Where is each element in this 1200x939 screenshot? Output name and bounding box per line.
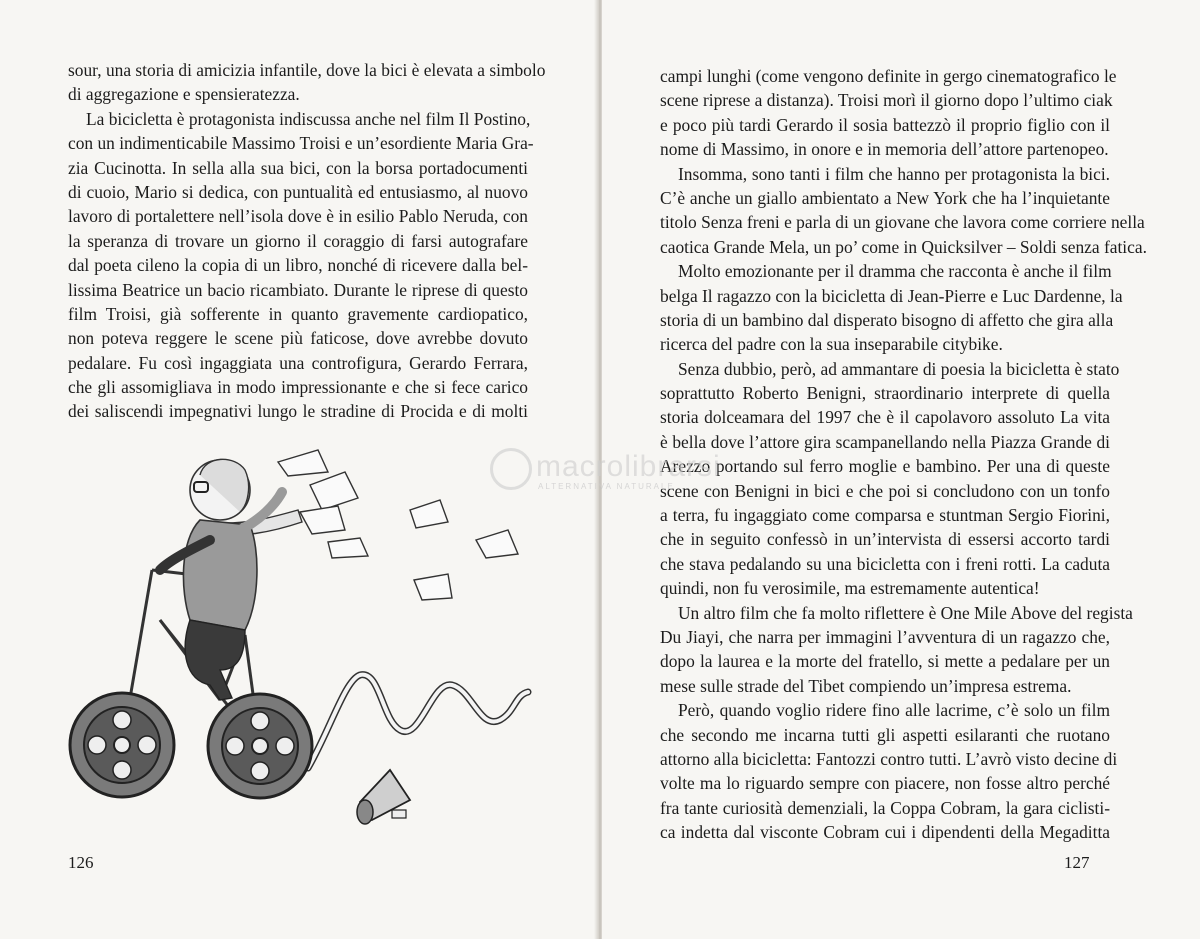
text-line: Insomma, sono tanti i film che hanno per protagonista la bici. bbox=[678, 163, 1110, 184]
text-line: attorno alla bicicletta: Fantozzi contro tutti. L’avrò visto decine di bbox=[660, 748, 1118, 769]
text-line: che stava pedalando su una bicicletta con i freni rotti. La caduta bbox=[660, 553, 1110, 574]
text-line: film Troisi, già sofferente in quanto gravemente cardiopatico, bbox=[68, 303, 528, 324]
text-line: dal poeta cileno la copia di un libro, nonché di ricevere dalla bel- bbox=[68, 255, 528, 276]
cyclist-on-film-reel-bicycle-illustration bbox=[60, 430, 550, 830]
text-line: storia di un bambino dal disperato bisogno di affetto che gira alla bbox=[660, 309, 1114, 330]
text-line: dopo la laurea e la morte del fratello, si mette a pedalare per un bbox=[660, 651, 1110, 672]
text-line: lissima Beatrice un bacio ricambiato. Durante le riprese di questo bbox=[68, 279, 528, 300]
text-line: soprattutto Roberto Benigni, straordinario interprete di quella bbox=[660, 383, 1110, 404]
text-line: a terra, fu ingaggiato come comparsa e stuntman Sergio Fiorini, bbox=[660, 505, 1110, 526]
text-line: di cuoio, Mario si dedica, con puntualità ed entusiasmo, al nuovo bbox=[68, 181, 528, 202]
film-reel-wheel-rear-icon bbox=[208, 694, 312, 798]
text-line: Senza dubbio, però, ad ammantare di poesia la bicicletta è stato bbox=[678, 358, 1120, 379]
text-line: di aggregazione e spensieratezza. bbox=[68, 84, 300, 105]
text-line: scene riprese a distanza). Troisi morì il giorno dopo l’ultimo ciak bbox=[660, 90, 1113, 111]
text-line: belga Il ragazzo con la bicicletta di Jean-Pierre e Luc Dardenne, la bbox=[660, 285, 1123, 306]
text-line: che in seguito confessò in un’intervista di essersi accorto tardi bbox=[660, 529, 1110, 550]
text-line: campi lunghi (come vengono definite in gergo cinematografico le bbox=[660, 66, 1117, 86]
left-page-text bbox=[68, 58, 546, 424]
text-line: quindi, non fu verosimile, ma estremamente autentica! bbox=[660, 578, 1040, 599]
text-line: zia Cucinotta. In sella alla sua bici, con la borsa portadocumenti bbox=[68, 157, 528, 178]
text-line: pedalare. Fu così ingaggiata una controfigura, Gerardo Ferrara, bbox=[68, 352, 528, 373]
text-line: volte ma lo riguardo sempre con piacere, non fosse altro perché bbox=[660, 773, 1110, 794]
film-reel-wheel-front-icon bbox=[70, 693, 174, 797]
text-line: Però, quando voglio ridere fino alle lacrime, c’è solo un film bbox=[678, 700, 1110, 721]
megaphone-icon bbox=[357, 770, 410, 824]
text-line: caotica Grande Mela, un po’ come in Quicksilver – Soldi senza fatica. bbox=[660, 236, 1147, 257]
watermark-logo-icon bbox=[490, 448, 532, 490]
page-number: 126 bbox=[68, 853, 94, 872]
text-line: fra tante curiosità demenziali, la Coppa Cobram, la gara ciclisti- bbox=[660, 797, 1110, 818]
text-line: che secondo me incarna tutti gli aspetti esilaranti che ruotano bbox=[660, 724, 1110, 745]
flying-papers-icon bbox=[278, 450, 518, 600]
text-line: lavoro di portalettere nell’isola dove è in esilio Pablo Neruda, con bbox=[68, 206, 528, 227]
watermark-brand: macrolibrarsi bbox=[536, 450, 721, 483]
page-number: 127 bbox=[1064, 853, 1090, 872]
text-line: ca indetta dal visconte Cobram cui i dipendenti della Megaditta bbox=[660, 822, 1110, 843]
watermark-tagline: ALTERNATIVA NATURALE bbox=[538, 482, 675, 491]
text-line: dei saliscendi impegnativi lungo le stradine di Procida e di molti bbox=[68, 401, 528, 422]
text-line: la speranza di trovare un giorno il coraggio di farsi autografare bbox=[68, 230, 528, 251]
text-line: Arezzo portando sul ferro moglie e bambino. Per una di queste bbox=[660, 456, 1110, 477]
text-line: nome di Massimo, in onore e in memoria dell’attore partenopeo. bbox=[660, 139, 1109, 160]
text-line: sour, una storia di amicizia infantile, dove la bici è elevata a simbolo bbox=[68, 60, 546, 80]
text-line: è bella dove l’attore gira scampanellando nella Piazza Grande di bbox=[660, 431, 1110, 452]
text-line: Un altro film che fa molto riflettere è One Mile Above del regista bbox=[678, 602, 1133, 623]
text-line: che gli assomigliava in modo impressionante e che si fece carico bbox=[68, 377, 528, 398]
text-line: mese sulle strade del Tibet compiendo un’impresa estrema. bbox=[660, 675, 1072, 696]
watermark bbox=[490, 448, 740, 494]
text-line: Du Jiayi, che narra per immagini l’avventura di un ragazzo che, bbox=[660, 626, 1110, 647]
text-line: Molto emozionante per il dramma che racconta è anche il film bbox=[678, 261, 1112, 282]
text-line: C’è anche un giallo ambientato a New York che ha l’inquietante bbox=[660, 187, 1110, 208]
text-line: storia dolceamara del 1997 che è il capolavoro assoluto La vita bbox=[660, 407, 1110, 428]
text-line: La bicicletta è protagonista indiscussa anche nel film Il Postino, bbox=[86, 108, 531, 129]
text-line: non poteva reggere le scene più faticose, dove avrebbe dovuto bbox=[68, 328, 528, 349]
text-line: con un indimenticabile Massimo Troisi e un’esordiente Maria Gra- bbox=[68, 133, 534, 154]
text-line: ricerca del padre con la sua inseparabile citybike. bbox=[660, 334, 1003, 355]
text-line: e poco più tardi Gerardo il sosia battezzò il proprio figlio con il bbox=[660, 114, 1110, 135]
text-line: titolo Senza freni e parla di un giovane che lavora come corriere nella bbox=[660, 212, 1145, 233]
text-line: scene con Benigni in bici e che poi si concludono con un tonfo bbox=[660, 480, 1110, 501]
